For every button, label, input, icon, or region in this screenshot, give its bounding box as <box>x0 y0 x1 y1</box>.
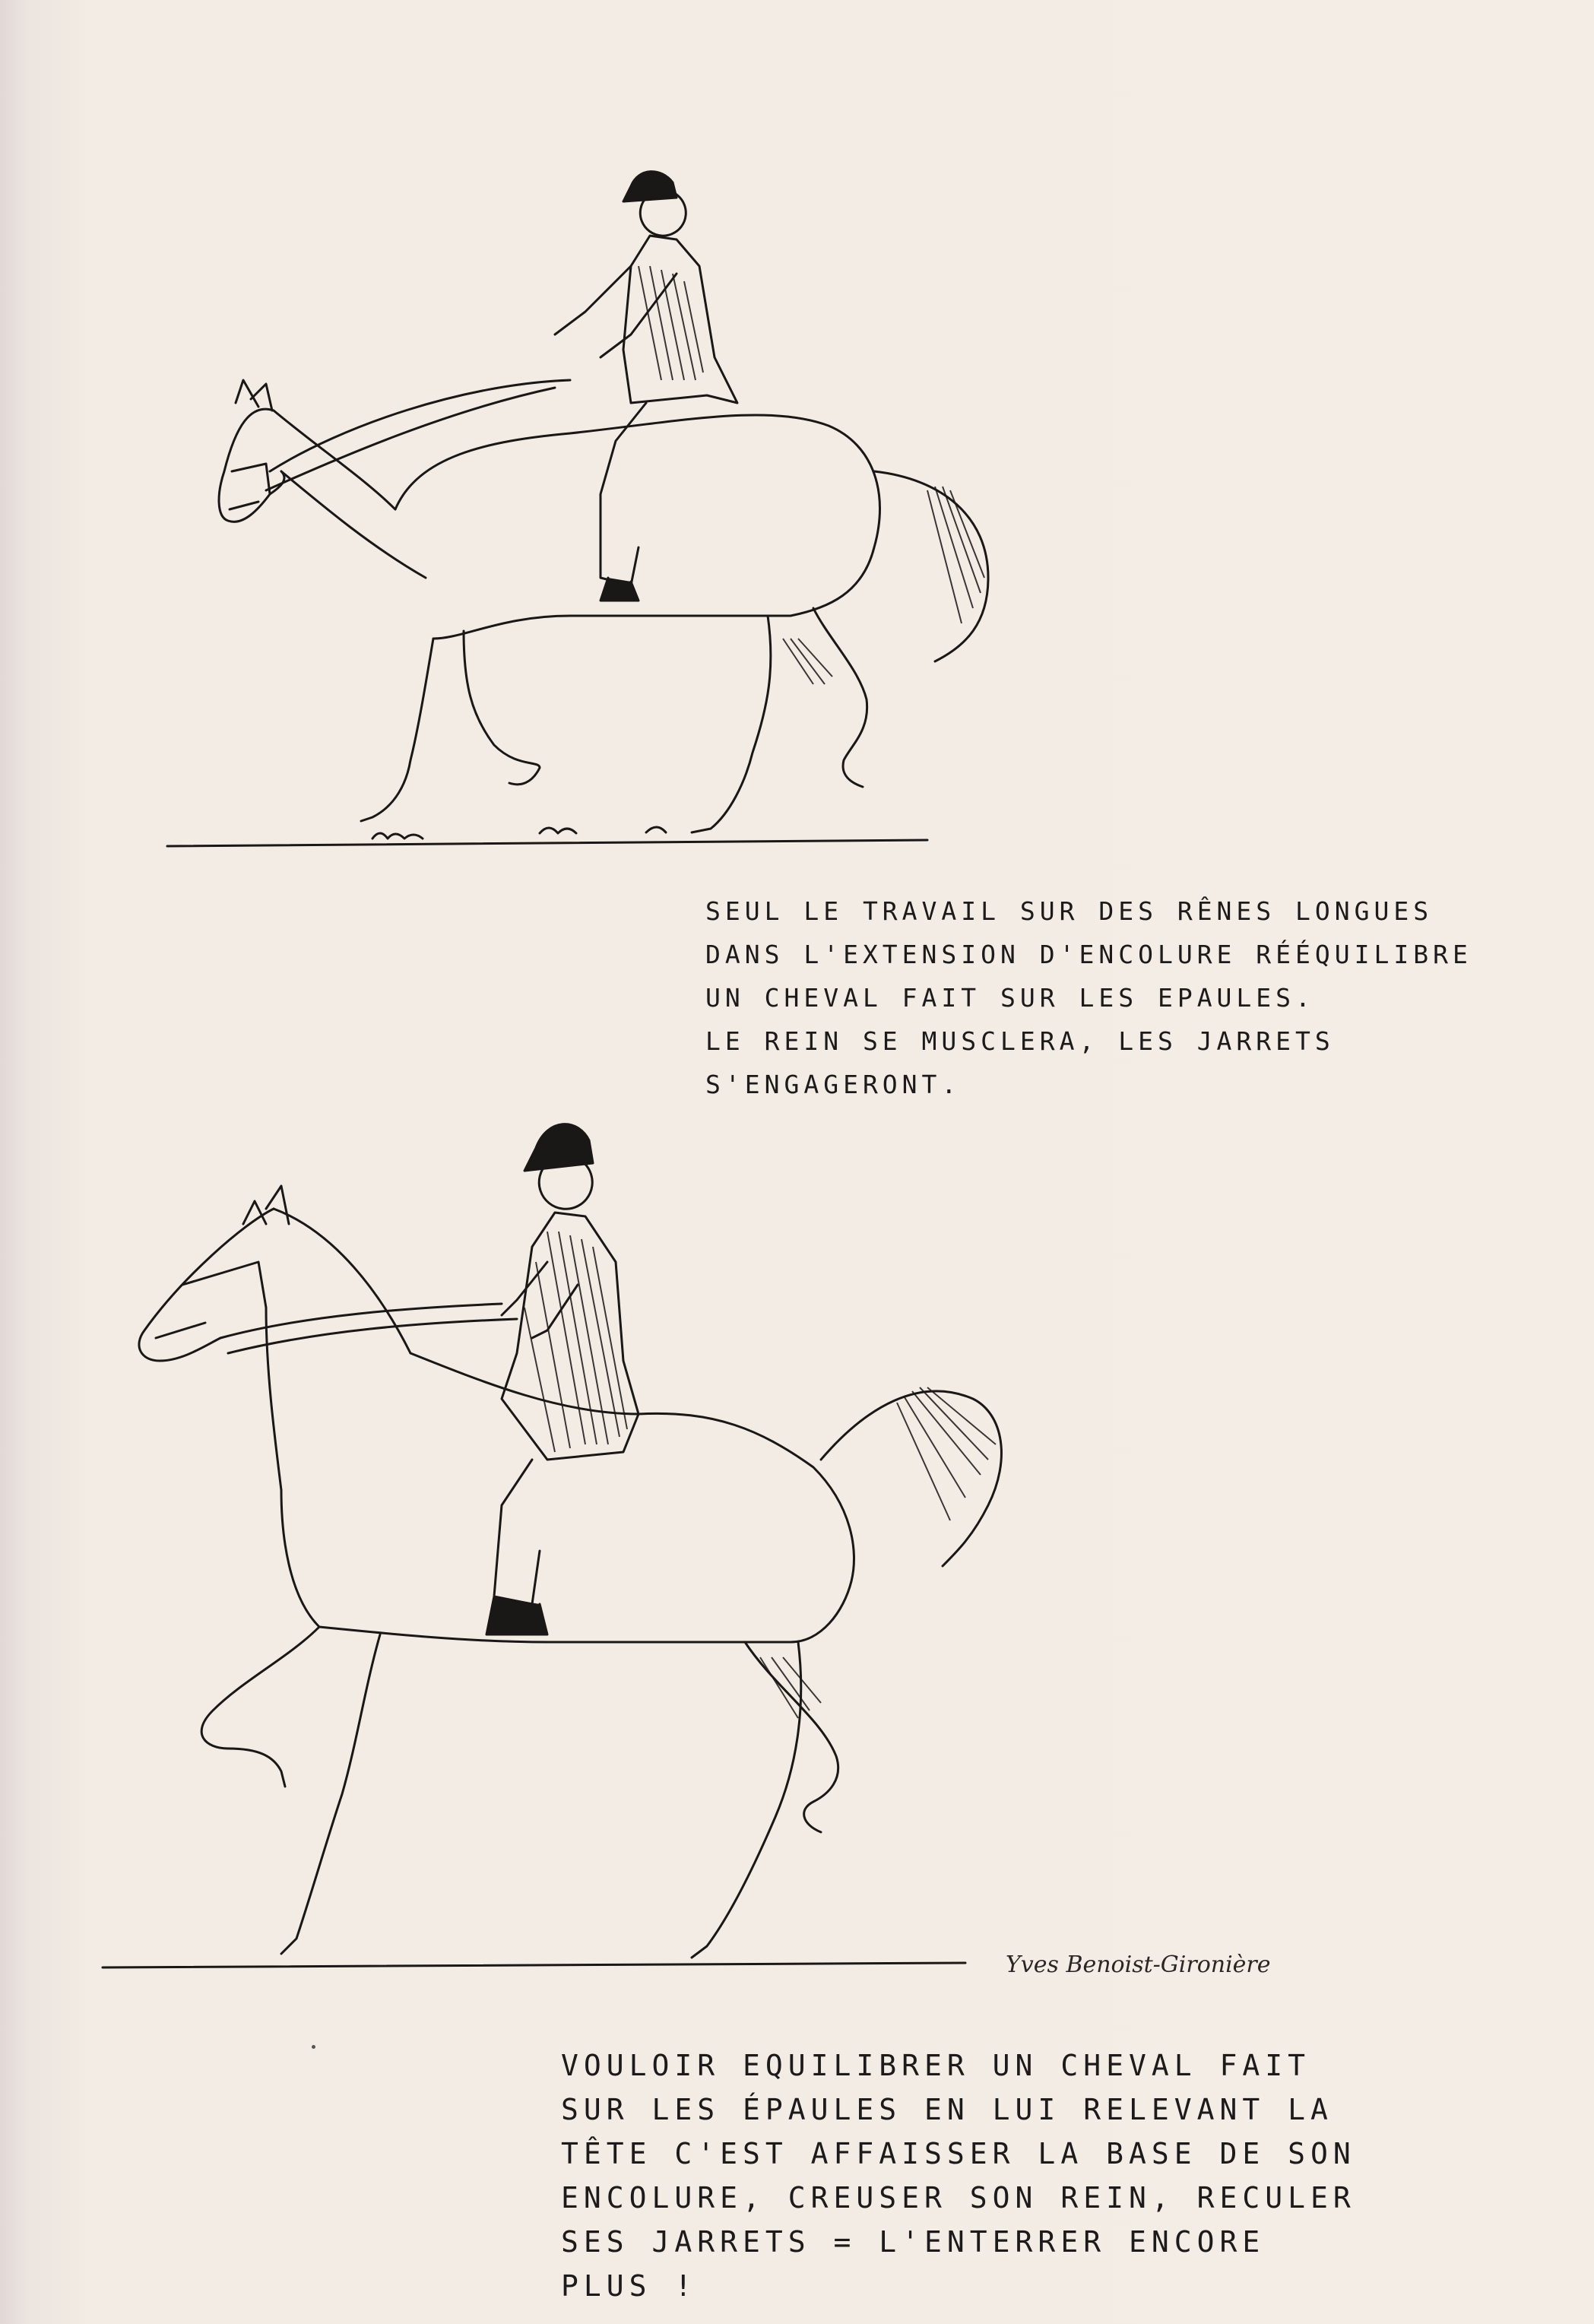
illustration-raised-head <box>91 1110 1041 1992</box>
caption-line: LE REIN SE MUSCLERA, LES JARRETS <box>705 1026 1335 1056</box>
caption-raised-head <box>561 2051 1356 2316</box>
caption-line: ENCOLURE, CREUSER SON REIN, RECULER <box>561 2181 1356 2215</box>
caption-line: UN CHEVAL FAIT SUR LES EPAULES. <box>705 983 1315 1013</box>
caption-line: SUR LES ÉPAULES EN LUI RELEVANT LA <box>561 2093 1333 2126</box>
caption-line: PLUS ! <box>561 2269 698 2303</box>
caption-line: VOULOIR EQUILIBRER UN CHEVAL FAIT <box>561 2049 1310 2082</box>
horse-rider-drawing-top <box>144 152 1019 859</box>
artist-signature: Yves Benoist-Gironière <box>1006 1951 1271 1978</box>
horse-rider-drawing-bottom <box>91 1110 1041 1992</box>
caption-line: S'ENGAGERONT. <box>705 1070 962 1099</box>
caption-line: SES JARRETS = L'ENTERRER ENCORE <box>561 2225 1266 2259</box>
illustration-long-reins <box>144 152 1019 859</box>
ink-speck <box>312 2045 315 2049</box>
caption-long-reins <box>705 896 1472 1115</box>
caption-line: SEUL LE TRAVAIL SUR DES RÊNES LONGUES <box>705 896 1434 926</box>
caption-line: TÊTE C'EST AFFAISSER LA BASE DE SON <box>561 2137 1356 2170</box>
caption-line: DANS L'EXTENSION D'ENCOLURE RÉÉQUILIBRE <box>705 940 1472 969</box>
